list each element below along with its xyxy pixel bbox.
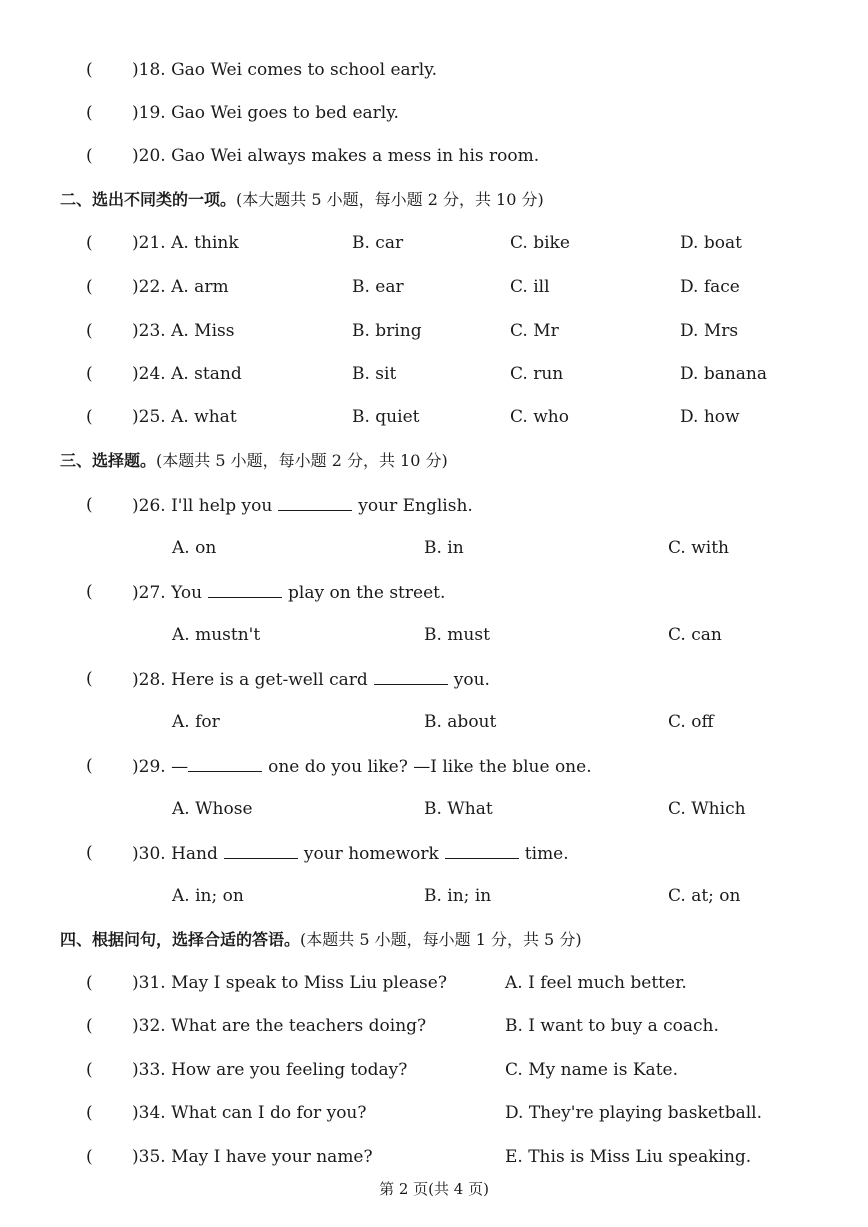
- answer-blank[interactable]: [278, 492, 352, 511]
- question-30-options: A. in; on B. in; in C. at; on: [172, 886, 741, 906]
- question-19: ( )19. Gao Wei goes to bed early.: [86, 103, 399, 123]
- question-28-options: A. for B. about C. off: [172, 712, 714, 732]
- question-28: ( )28. Here is a get-well card you.: [0, 666, 868, 692]
- page-number: 第 2 页(共 4 页): [379, 1180, 489, 1198]
- question-30: ( )30. Hand your homework time.: [0, 840, 868, 866]
- question-35: ( )35. May I have your name? E. This is Miss Liu speaking.: [86, 1147, 752, 1167]
- answer-blank[interactable]: [224, 840, 298, 859]
- question-20: ( )20. Gao Wei always makes a mess in his room.: [86, 146, 540, 166]
- question-29-options: A. Whose B. What C. Which: [172, 799, 746, 819]
- answer-blank[interactable]: [374, 666, 448, 685]
- question-25: ( )25. A. what B. quiet C. who D. how: [86, 407, 740, 427]
- question-24: ( )24. A. stand B. sit C. run D. banana: [86, 364, 768, 384]
- question-26: ( )26. I'll help you your English.: [0, 492, 868, 518]
- question-33: ( )33. How are you feeling today? C. My name is Kate.: [86, 1060, 678, 1080]
- answer-blank[interactable]: [208, 579, 282, 598]
- question-31: ( )31. May I speak to Miss Liu please? A. I feel much better.: [86, 973, 687, 993]
- answer-blank[interactable]: [188, 753, 262, 772]
- question-27-options: A. mustn't B. must C. can: [172, 625, 722, 645]
- question-21: ( )21. A. think B. car C. bike D. boat: [86, 233, 742, 253]
- question-34: ( )34. What can I do for you? D. They're playing basketball.: [86, 1103, 763, 1123]
- question-29: ( )29. — one do you like? —I like the blue one.: [0, 753, 868, 779]
- question-26-options: A. on B. in C. with: [172, 538, 729, 558]
- section-2-heading: 二、选出不同类的一项。(本大题共 5 小题，每小题 2 分，共 10 分): [60, 190, 544, 209]
- question-27: ( )27. You play on the street.: [0, 579, 868, 605]
- question-32: ( )32. What are the teachers doing? B. I want to buy a coach.: [86, 1016, 719, 1036]
- answer-blank[interactable]: [445, 840, 519, 859]
- section-4-heading: 四、根据问句，选择合适的答语。(本题共 5 小题，每小题 1 分，共 5 分): [60, 930, 582, 949]
- section-3-heading: 三、选择题。(本题共 5 小题，每小题 2 分，共 10 分): [60, 451, 448, 470]
- question-22: ( )22. A. arm B. ear C. ill D. face: [86, 277, 740, 297]
- question-23: ( )23. A. Miss B. bring C. Mr D. Mrs: [86, 321, 739, 341]
- question-18: ( )18. Gao Wei comes to school early.: [86, 60, 437, 80]
